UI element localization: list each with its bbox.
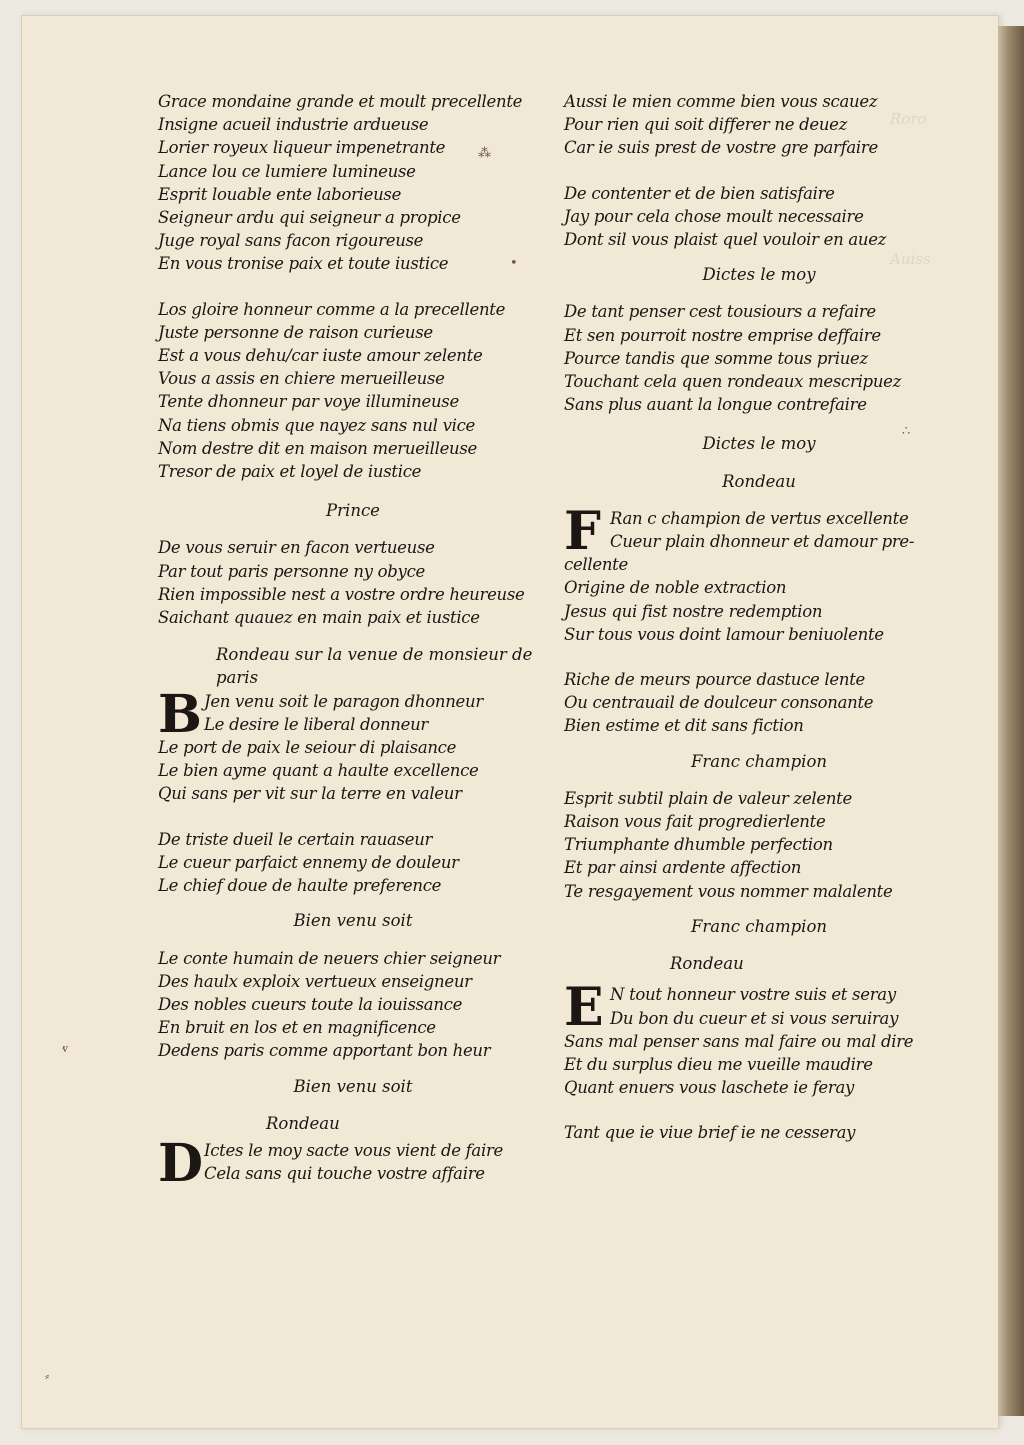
- stray-mark: ⱴ: [62, 1041, 69, 1056]
- verse-line: Vous a assis en chiere merueilleuse: [158, 369, 445, 389]
- verse-line: Juste personne de raison curieuse: [158, 322, 433, 342]
- verse-line: Ou centrauail de doulceur consonante: [564, 693, 874, 713]
- verse-line: N tout honneur vostre suis et seray: [610, 985, 896, 1005]
- verse-line: Jesus qui fist nostre redemption: [564, 601, 823, 621]
- bleed-through-text: Auiss: [890, 250, 931, 268]
- verse-line: Par tout paris personne ny obyce: [158, 561, 425, 581]
- verse-line: Qui sans per vit sur la terre en valeur: [158, 784, 462, 804]
- verse-line: Le bien ayme quant a haulte excellence: [158, 761, 479, 781]
- refrain: Dictes le moy: [702, 434, 816, 454]
- verse-line: De contenter et de bien satisfaire: [564, 183, 835, 203]
- verse-line: Rien impossible nest a vostre ordre heureuse: [158, 584, 525, 604]
- verse-line: Car ie suis prest de vostre gre parfaire: [564, 138, 878, 158]
- verse-line: Juge royal sans facon rigoureuse: [158, 231, 424, 251]
- verse-line: Le cueur parfaict ennemy de douleur: [158, 852, 459, 872]
- verse-line: Na tiens obmis que nayez sans nul vice: [158, 415, 475, 435]
- verse-line: Cela sans qui touche vostre affaire: [204, 1164, 485, 1184]
- verse-line: Nom destre dit en maison merueilleuse: [158, 438, 478, 458]
- stray-mark: ⁂: [478, 146, 491, 161]
- verse-line: Esprit subtil plain de valeur zelente: [564, 788, 852, 808]
- verse-line: Origine de noble extraction: [564, 578, 787, 598]
- facing-page-edge: [998, 26, 1024, 1416]
- verse-line: Pource tandis que somme tous priuez: [564, 348, 868, 368]
- verse-line: Des haulx exploix vertueux enseigneur: [158, 971, 472, 991]
- verse-line: Ran c champion de vertus excellente: [610, 508, 909, 528]
- rondeau-opening: [564, 500, 954, 562]
- rondeau-opening: [564, 977, 954, 1039]
- verse-line: Esprit louable ente laborieuse: [158, 184, 402, 204]
- verse-line: Dedens paris comme apportant bon heur: [158, 1041, 491, 1061]
- verse-line: Touchant cela quen rondeaux mescripuez: [564, 372, 902, 392]
- verse-line: Grace mondaine grande et moult precellente: [158, 92, 523, 111]
- verse-line: En vous tronise paix et toute iustice: [158, 254, 449, 274]
- verse-line: Sans mal penser sans mal faire ou mal dire: [564, 1031, 914, 1051]
- ballade-stanza-2: [158, 298, 548, 484]
- section-heading-rondeau: Rondeau: [722, 471, 796, 491]
- verse-line: De tant penser cest tousiours a refaire: [564, 302, 876, 322]
- verse-line: Tant que ie viue brief ie ne cesseray: [564, 1123, 856, 1143]
- rondeau-opening: [158, 683, 548, 745]
- verse-line: Sans plus auant la longue contrefaire: [564, 395, 867, 415]
- right-column: [564, 90, 954, 1145]
- verse-line: Tente dhonneur par voye illumineuse: [158, 392, 459, 412]
- verse-line: Est a vous dehu/car iuste amour zelente: [158, 346, 483, 366]
- section-heading-rondeau: Rondeau: [266, 1113, 340, 1133]
- ballade-stanza-1: [158, 90, 548, 276]
- verse-line: Los gloire honneur comme a la precellente: [158, 299, 506, 319]
- verse-line: Saichant quauez en main paix et iustice: [158, 608, 480, 628]
- refrain: Franc champion: [690, 751, 828, 771]
- verse-line: Insigne acueil industrie ardueuse: [158, 115, 429, 135]
- verse-line: Le conte humain de neuers chier seigneur: [158, 948, 501, 968]
- refrain: Dictes le moy: [702, 265, 816, 285]
- verse-line: Tresor de paix et loyel de iustice: [158, 462, 422, 482]
- bleed-through-text: Roro: [890, 110, 927, 128]
- verse-line: Quant enuers vous laschete ie feray: [564, 1078, 855, 1098]
- verse-line: cellente: [564, 555, 628, 575]
- verse-line: Bien estime et dit sans fiction: [564, 716, 804, 736]
- section-heading-prince: Prince: [326, 501, 380, 521]
- refrain: Bien venu soit: [293, 1076, 413, 1096]
- verse-line: Jay pour cela chose moult necessaire: [564, 206, 864, 226]
- verse-line: Le port de paix le seiour di plaisance: [158, 738, 457, 758]
- verse-line: Et par ainsi ardente affection: [564, 858, 802, 878]
- verse-line: Et du surplus dieu me vueille maudire: [564, 1054, 873, 1074]
- drop-cap: E: [564, 977, 604, 1039]
- verse-line: Sur tous vous doint lamour beniuolente: [564, 624, 884, 644]
- verse-line: Jen venu soit le paragon dhonneur: [204, 691, 483, 711]
- verse-line: De triste dueil le certain rauaseur: [158, 829, 433, 849]
- rondeau-opening: [158, 1132, 548, 1194]
- verse-line: Cueur plain dhonneur et damour pre-: [610, 532, 915, 552]
- verse-line: Pour rien qui soit differer ne deuez: [564, 115, 848, 135]
- stray-mark: •: [510, 256, 518, 271]
- verse-line: Raison vous fait progredierlente: [564, 812, 826, 832]
- stray-mark: ∴: [902, 424, 911, 439]
- verse-line: Et sen pourroit nostre emprise deffaire: [564, 325, 881, 345]
- drop-cap: B: [158, 683, 202, 745]
- verse-line: Lance lou ce lumiere lumineuse: [158, 161, 416, 181]
- verse-line: Triumphante dhumble perfection: [564, 835, 833, 855]
- verse-line: Du bon du cueur et si vous seruiray: [610, 1008, 899, 1028]
- refrain: Franc champion: [690, 916, 828, 936]
- verse-line: Lorier royeux liqueur impenetrante: [158, 138, 446, 158]
- section-heading-rondeau: Rondeau: [670, 954, 744, 974]
- drop-cap: F: [564, 500, 601, 562]
- verse-line: Le desire le liberal donneur: [204, 714, 428, 734]
- verse-line: En bruit en los et en magnificence: [158, 1018, 436, 1038]
- stray-mark: ⸗: [45, 1369, 50, 1384]
- verse-line: Riche de meurs pource dastuce lente: [564, 670, 865, 690]
- verse-line: De vous seruir en facon vertueuse: [158, 538, 435, 558]
- left-column: [158, 90, 548, 1194]
- drop-cap: D: [158, 1132, 204, 1194]
- verse-line: Des nobles cueurs toute la iouissance: [158, 994, 463, 1014]
- verse-line: Seigneur ardu qui seigneur a propice: [158, 208, 461, 228]
- refrain: Bien venu soit: [293, 911, 413, 931]
- verse-line: Ictes le moy sacte vous vient de faire: [204, 1140, 503, 1160]
- verse-line: Le chief doue de haulte preference: [158, 876, 442, 896]
- verse-line: Dont sil vous plaist quel vouloir en auez: [564, 230, 887, 250]
- envoi-stanza: [158, 536, 548, 629]
- verse-line: Aussi le mien comme bien vous scauez: [564, 92, 878, 111]
- rondeau-title: Rondeau sur la venue de monsieur de paris: [216, 645, 533, 688]
- verse-line: Te resgayement vous nommer malalente: [564, 881, 893, 901]
